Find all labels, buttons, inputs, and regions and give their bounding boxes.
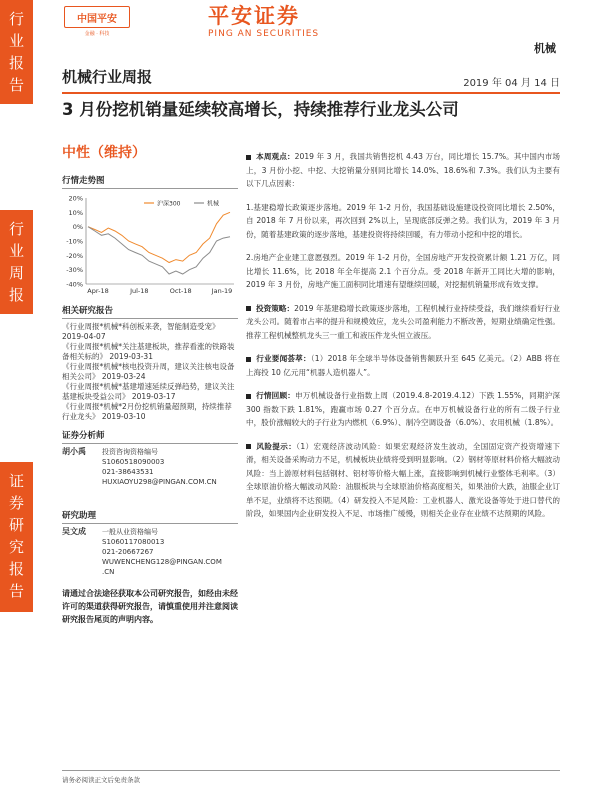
bullet-icon — [246, 394, 251, 399]
side-char: 业 — [8, 242, 24, 260]
rating: 中性（维持） — [62, 145, 146, 161]
section-label: 本周观点： — [256, 152, 295, 161]
assistant-block — [62, 527, 238, 577]
section-text: （1）2018 年全球半导体设备销售额跃升至 645 亿美元。（2）ABB 将在上海投 10 亿元用“机器人造机器人”。 — [246, 354, 560, 377]
section-text: 2019 年 3 月，我国共销售挖机 4.43 万台，同比增长 15.7%。其中国内市场上，3 月份小挖、中挖、大挖销量分别同比增长 14.0%、18.6%和 7.3%。我们认为主要有以下几点因素： — [246, 152, 560, 188]
section-text: 1.基建稳增长政策逐步落地。2019 年 1-2 月份，我国基础设施建设投资同比增长 2.50%，自 2018 年 7 月份以来，再次回到 2%以上，呈现底部反弹之势。我们认为，2019 年 3 月份，随着基建政策的逐步落地，基建投资将持续回暖，有力带动小挖和中挖的增长。 — [246, 202, 560, 239]
analyst-line: S1060518090003 — [102, 458, 165, 466]
analyst-heading: 证券分析师 — [62, 429, 238, 444]
section-strategy — [246, 302, 560, 343]
section-review — [246, 389, 560, 430]
left-column — [62, 142, 238, 626]
side-char: 报 — [8, 560, 24, 578]
assistant-heading: 研究助理 — [62, 509, 238, 524]
y-tick-label: 10% — [68, 208, 83, 217]
side-tab-securities-research — [0, 462, 33, 612]
bullet-icon — [246, 357, 251, 362]
section-label: 投资策略： — [256, 303, 295, 313]
x-tick-label: Jan-19 — [211, 287, 233, 295]
trend-chart-svg — [62, 192, 238, 300]
side-banner — [0, 0, 33, 800]
section-news — [246, 352, 560, 379]
bullet-icon — [246, 155, 251, 160]
side-char: 周 — [8, 264, 24, 282]
y-tick-label: -40% — [66, 280, 83, 289]
side-char: 业 — [8, 32, 24, 50]
logo-cn-text: 平安证券 — [208, 4, 300, 28]
section-risk — [246, 440, 560, 521]
header-divider — [62, 92, 560, 94]
y-tick-label: -10% — [66, 237, 83, 246]
y-tick-label: -30% — [66, 266, 83, 275]
pingan-securities-logo — [208, 4, 328, 44]
series-line-0 — [88, 212, 230, 262]
related-reports — [62, 322, 238, 421]
x-tick-label: Apr-18 — [87, 287, 109, 295]
disclaimer-notice: 请通过合法途径获取本公司研究报告，如经由未经许可的渠道获得研究报告，请慎重使用并注意阅读研究报告尾页的声明内容。 — [62, 589, 238, 624]
side-tab-industry-report — [0, 0, 33, 104]
right-column — [246, 150, 560, 531]
report-date: 2019 年 04 月 14 日 — [463, 78, 560, 89]
bullet-icon — [246, 444, 251, 449]
reports-heading: 相关研究报告 — [62, 304, 238, 319]
report-item[interactable]: 《行业周报*机械*核电投资升周，建议关注核电设备相关公司》 2019-03-24 — [62, 362, 235, 381]
section-text: 2.房地产企业建工意愿强烈。2019 年 1-2 月份，全国房地产开发投资累计额 1.21 万亿，同比增长 11.6%，比 2018 年全年提高 2.1 个百分点。受 2018 年新开工同比大增的影响，2019 年 3 月份，房地产施工面积同比增速有望继续回暖，对挖掘机销量形成有效支撑。 — [246, 253, 560, 289]
side-tab-weekly — [0, 210, 33, 314]
x-tick-label: Jul-18 — [130, 287, 149, 295]
side-char: 告 — [8, 76, 24, 94]
section-text: 申万机械设备行业指数上周（2019.4.8-2019.4.12）下跌 1.55%，同期沪深 300 指数下跌 1.81%，跑赢市场 0.27 个百分点。在申万机械设备行业的所有二级子行业中，股价涨幅较大的子行业为内燃机（6.9%）、制冷空调设备（6.0%）、农用机械（1.8%）。 — [246, 391, 560, 427]
side-char: 报 — [8, 286, 24, 304]
trend-heading: 行情走势图 — [62, 174, 238, 189]
report-item[interactable]: 《行业周报*机械*科创板来袭，智能制造受宠》 2019-04-07 — [62, 322, 220, 341]
side-char: 告 — [8, 582, 24, 600]
side-char: 报 — [8, 54, 24, 72]
y-tick-label: -20% — [66, 251, 83, 260]
page-footer: 请务必阅读正文后免责条款 — [62, 770, 560, 784]
analyst-email[interactable]: HUXIAOYU298@PINGAN.COM.CN — [102, 478, 217, 486]
logo-subtext: 金融 · 科技 — [84, 31, 110, 37]
assistant-email[interactable]: WUWENCHENG128@PINGAN.COM — [102, 558, 222, 566]
assistant-line: S1060117080013 — [102, 538, 165, 546]
bullet-icon — [246, 306, 251, 311]
trend-chart — [62, 192, 238, 300]
legend-label: 沪深300 — [157, 200, 181, 208]
analyst-line: 021-38643531 — [102, 468, 154, 476]
side-char: 券 — [8, 494, 24, 512]
section-label: 风险提示： — [256, 441, 297, 451]
china-pingan-logo — [64, 6, 130, 46]
assistant-line: 一般从业资格编号 — [102, 528, 158, 536]
section-point-1 — [246, 201, 560, 242]
side-char: 究 — [8, 538, 24, 556]
logo-en-text: PING AN SECURITIES — [208, 29, 320, 39]
section-label: 行业要闻荟萃： — [256, 354, 311, 363]
side-char: 行 — [8, 220, 24, 238]
assistant-line: 021-20667267 — [102, 548, 154, 556]
section-view — [246, 150, 560, 191]
side-char: 研 — [8, 516, 24, 534]
assistant-email-suffix: .CN — [102, 568, 115, 576]
analyst-block — [62, 447, 238, 487]
section-point-2 — [246, 251, 560, 292]
report-item[interactable]: 《行业周报*机械*关注基建板块，推荐看涨的铁路装备相关标的》 2019-03-31 — [62, 342, 235, 361]
y-tick-label: 20% — [68, 194, 83, 203]
assistant-name: 吴文成 — [62, 527, 86, 536]
series-line-1 — [88, 227, 230, 274]
logo-text: 中国平安 — [64, 6, 130, 28]
report-title: 3 月份挖机销量延续较高增长，持续推荐行业龙头公司 — [62, 100, 459, 119]
section-text: （1）宏观经济波动风险：如果宏观经济发生波动，全国固定资产投资增速下滑，相关设备采购动力不足，机械板块业绩将受到明显影响。（2）钢材等原材料价格大幅波动风险：当上游原材料包括钢材、铝材等价格大幅上涨，直接影响到机械行业整体毛利率。（3）全球原油价格大幅波动风险：油服板块与全球原油价格高度相关，如果油价大跌，油服企业订单不足，业绩将不达预期。（4）研发投入不足风险：工业机器人、激光设备等处于进口替代的阶段，如果国内企业研发投入不足、市场推广缓慢，则相关企业存在业绩不达预期的风险。 — [246, 441, 560, 518]
report-item[interactable]: 《行业周报*机械*基建增速延续反弹趋势，建议关注基建板块受益公司》 2019-03-17 — [62, 382, 235, 401]
x-tick-label: Oct-18 — [169, 287, 192, 295]
y-tick-label: 0% — [72, 223, 83, 232]
analyst-name: 胡小禹 — [62, 447, 86, 456]
section-label: 行情回顾： — [256, 391, 295, 400]
legend-label: 机械 — [207, 200, 220, 208]
report-type: 机械行业周报 — [62, 68, 153, 86]
report-item[interactable]: 《行业周报*机械*2月份挖机销量超预期，持续推荐行业龙头》 2019-03-10 — [62, 402, 232, 421]
sector-label: 机械 — [534, 42, 556, 55]
section-text: 2019 年基建稳增长政策逐步落地，工程机械行业持续受益，我们继续看好行业龙头公司。随着市占率的提升和规模效应，龙头公司盈利能力不断改善，短期业绩确定性强。推荐工程机械整机龙头三一重工和液压件龙头恒立液压。 — [246, 303, 560, 340]
side-char: 行 — [8, 10, 24, 28]
analyst-line: 投资咨询资格编号 — [102, 448, 158, 456]
side-char: 证 — [8, 472, 24, 490]
